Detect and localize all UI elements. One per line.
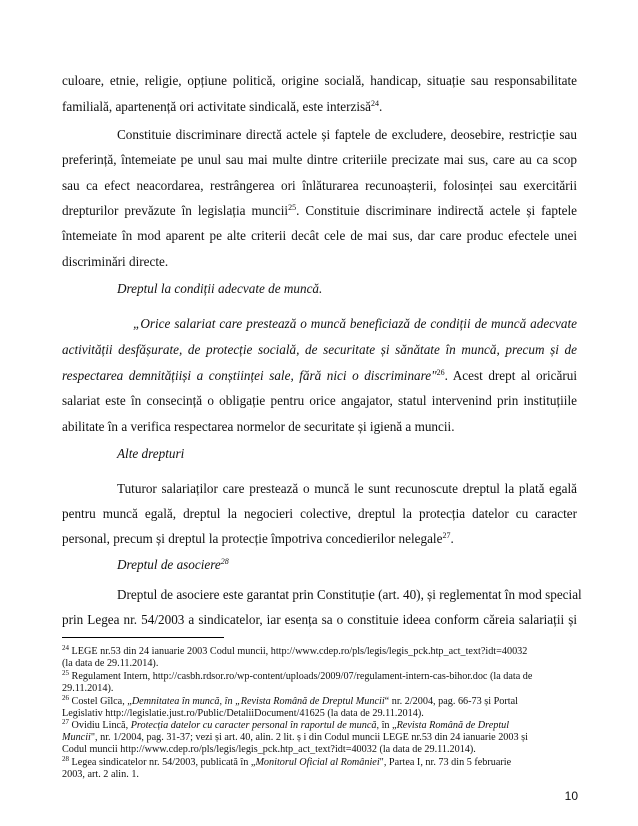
footnote-27: $^{27}$ Ovidiu Lincă, Protecția datelor cu caracter personal în raportul de muncă, în „Revista Română de Dreptul [62, 718, 510, 731]
footnote-ref[interactable]: 27 [442, 531, 451, 540]
footnote-ref[interactable]: 26 [436, 368, 445, 377]
footnote-ref[interactable]: 28 [220, 557, 229, 566]
body-line: respectarea demnitățiiși a conștiinței sale, fără nici o discriminare"$^{26}$. Acest drept al oricărui [62, 368, 578, 383]
section-heading: Dreptul la condiții adecvate de muncă. [117, 281, 323, 296]
footnote-separator [62, 637, 224, 638]
body-line: personal, precum și dreptul la protecție împotriva concedierilor nelegale$^{27}$. [62, 531, 454, 546]
footnote-line: Muncii", nr. 1/2004, pag. 31-37; vezi și art. 40, alin. 2 lit. ș i din Codul muncii LEGE nr.53 din 24 ianuarie 2003 și [62, 732, 528, 743]
body-line: discriminări directe. [62, 254, 169, 269]
footnote-line: 29.11.2014). [62, 683, 114, 694]
footnote-ref[interactable]: 25 [288, 203, 297, 212]
body-line: întemeiate în mod aparent pe alte criterii decât cele de mai sus, dar care produc efectele unei [62, 228, 577, 243]
footnote-24: $^{24}$ LEGE nr.53 din 24 ianuarie 2003 Codul muncii, http://www.cdep.ro/pls/legis/legis_pck.htp_act_text?idt=40032 [62, 644, 528, 657]
footnote-line: 2003, art. 2 alin. 1. [62, 769, 139, 780]
body-line: Constituie discriminare directă actele și faptele de excludere, deosebire, restricție sau [117, 127, 577, 142]
footnote-ref[interactable]: 24 [371, 99, 380, 108]
body-line: prin Legea nr. 54/2003 a sindicatelor, iar esența sa o constituie ideea conform căreia salariații și [62, 612, 577, 627]
body-line: pentru muncă egală, dreptul la negocieri colective, dreptul la protecția datelor cu caracter [62, 506, 577, 521]
footnote-line: Codul muncii http://www.cdep.ro/pls/legis/legis_pck.htp_act_text?idt=40032 (la data de 29.11.2014). [62, 744, 476, 755]
body-line: sau ca efect neacordarea, restrângerea ori înlăturarea recunoașterii, folosinței sau exercitării [62, 178, 577, 193]
body-line: abilitate în a verifica respectarea normelor de securitate și igienă a muncii. [62, 419, 455, 434]
footnote-line: (la data de 29.11.2014). [62, 658, 159, 669]
body-line: preferință, întemeiate pe unul sau mai multe dintre criteriile precizate mai sus, care au ca scop [62, 152, 577, 167]
footnote-25: $^{25}$ Regulament Intern, http://casbh.rdsor.ro/wp-content/uploads/2009/07/regulament-intern-cas-bihor.doc (la data de [62, 669, 533, 682]
section-heading: Dreptul de asociere$^{28}$ [117, 557, 229, 572]
footnote-line: Legislativ http://legislatie.just.ro/Public/DetaliiDocument/41625 (la data de 29.11.2014). [62, 708, 424, 719]
body-line: familială, apartenență ori activitate sindicală, este interzisă$^{24}$. [62, 99, 383, 114]
body-line: Tuturor salariaților care prestează o muncă le sunt recunoscute dreptul la plată egală [117, 481, 577, 496]
footnote-28: $^{28}$ Legea sindicatelor nr. 54/2003, publicată în „Monitorul Oficial al României", Partea I, nr. 73 din 5 februarie [62, 755, 512, 768]
body-line: Dreptul de asociere este garantat prin Constituție (art. 40), și reglementat în mod special [117, 587, 582, 602]
page-number: 10 [564, 789, 578, 803]
quote-line: „Orice salariat care prestează o muncă beneficiază de condiții de muncă adecvate [133, 316, 577, 331]
body-line: drepturilor prevăzute în legislația muncii$^{25}$. Constituie discriminare indirectă actele și faptele [62, 203, 577, 218]
body-line: salariat este în consecință o obligație pentru orice angajator, statul intervenind prin instituțiile [62, 393, 577, 408]
footnote-26: $^{26}$ Costel Gîlca, „Demnitatea în muncă, în „Revista Română de Dreptul Muncii“ nr. 2/2004, pag. 66-73 și Portal [62, 694, 518, 707]
body-line: culoare, etnie, religie, opțiune politică, origine socială, handicap, situație sau responsabilitate [62, 73, 577, 88]
quote-line: activității desfășurate, de protecție socială, de securitate și sănătate în muncă, precum și de [62, 342, 577, 357]
section-heading: Alte drepturi [117, 446, 185, 461]
